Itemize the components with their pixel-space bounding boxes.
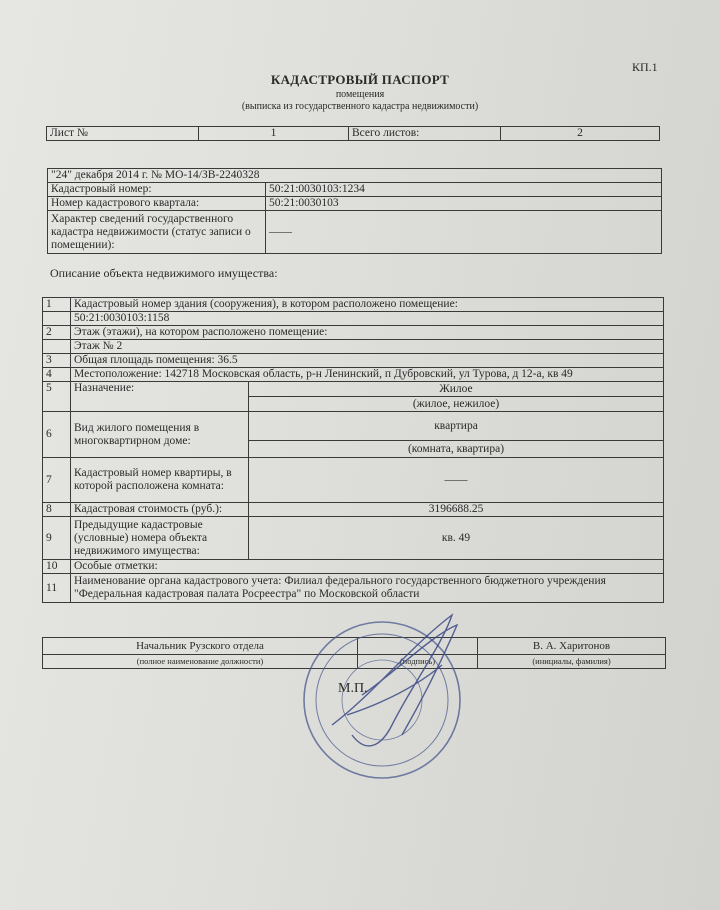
row-num: 7	[43, 458, 71, 503]
dwelling-type-note: (комната, квартира)	[249, 441, 664, 458]
info-table	[47, 168, 662, 254]
previous-numbers-value: кв. 49	[249, 517, 664, 560]
name-caption: (инициалы, фамилия)	[478, 655, 666, 669]
floor-value: Этаж № 2	[71, 340, 664, 354]
cadastral-number: 50:21:0030103:1234	[266, 183, 662, 197]
dwelling-type-label: Вид жилого помещения в многоквартирном доме:	[71, 412, 249, 458]
row-num: 1	[43, 298, 71, 312]
sheet-total-label: Всего листов:	[349, 127, 501, 141]
cadastral-value-label: Кадастровая стоимость (руб.):	[71, 503, 249, 517]
row-num: 8	[43, 503, 71, 517]
purpose-note: (жилое, нежилое)	[249, 397, 664, 412]
purpose-value: Жилое	[249, 382, 664, 397]
description-heading: Описание объекта недвижимого имущества:	[50, 266, 278, 280]
sheet-label: Лист №	[47, 127, 199, 141]
special-notes: Особые отметки:	[71, 560, 664, 574]
signer-position: Начальник Рузского отдела	[43, 638, 358, 655]
signer-name: В. А. Харитонов	[478, 638, 666, 655]
apartment-number-label: Кадастровый номер квартиры, в которой расположена комната:	[71, 458, 249, 503]
building-number-label: Кадастровый номер здания (сооружения), в котором расположено помещение:	[71, 298, 664, 312]
cadastral-number-label: Кадастровый номер:	[48, 183, 266, 197]
row-num: 9	[43, 517, 71, 560]
sign-caption: (подпись)	[358, 655, 478, 669]
document-subtitle: помещения	[335, 89, 385, 100]
form-code: КП.1	[632, 60, 658, 74]
sheet-number: 1	[199, 127, 349, 141]
apartment-number-value: ——	[249, 458, 664, 503]
cadastral-value: 3196688.25	[249, 503, 664, 517]
row-num: 11	[43, 574, 71, 603]
dwelling-type-value: квартира	[249, 412, 664, 441]
status-value: ——	[266, 211, 662, 254]
document-subtitle-2: (выписка из государственного кадастра недвижимости)	[241, 101, 479, 112]
row-num: 2	[43, 326, 71, 340]
area: Общая площадь помещения: 36.5	[71, 354, 664, 368]
row-num: 3	[43, 354, 71, 368]
floor-label: Этаж (этажи), на котором расположено помещение:	[71, 326, 664, 340]
date-line: "24" декабря 2014 г. № МО-14/ЗВ-2240328	[48, 169, 662, 183]
sheet-table	[46, 126, 660, 141]
official-seal-stamp	[292, 605, 472, 785]
row-num: 4	[43, 368, 71, 382]
seal-label: М.П.	[338, 681, 368, 696]
quarter-number: 50:21:0030103	[266, 197, 662, 211]
building-number: 50:21:0030103:1158	[71, 312, 664, 326]
sheet-total: 2	[501, 127, 660, 141]
row-num: 5	[43, 382, 71, 412]
row-num: 10	[43, 560, 71, 574]
document-title: КАДАСТРОВЫЙ ПАСПОРТ	[270, 72, 450, 87]
quarter-label: Номер кадастрового квартала:	[48, 197, 266, 211]
row-num: 6	[43, 412, 71, 458]
position-caption: (полное наименование должности)	[43, 655, 358, 669]
object-table	[42, 297, 664, 603]
status-label: Характер сведений государственного кадастра недвижимости (статус записи о помещении):	[48, 211, 266, 254]
location: Местоположение: 142718 Московская область, р-н Ленинский, п Дубровский, ул Турова, д 12-а, кв 49	[71, 368, 664, 382]
registration-authority: Наименование органа кадастрового учета: Филиал федерального государственного бюджетного учреждения "Федеральная кадастровая палата Росреестра" по Московской области	[71, 574, 664, 603]
purpose-label: Назначение:	[71, 382, 249, 412]
previous-numbers-label: Предыдущие кадастровые (условные) номера объекта недвижимого имущества:	[71, 517, 249, 560]
